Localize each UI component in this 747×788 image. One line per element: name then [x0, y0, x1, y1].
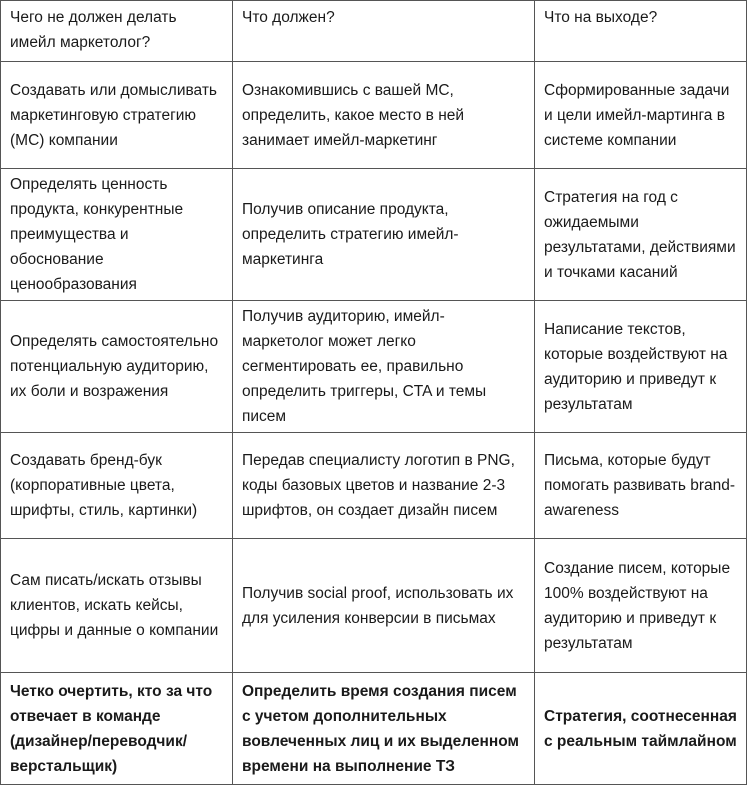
- header-cell-output: Что на выходе?: [535, 1, 747, 62]
- table-cell: Сам писать/искать отзывы клиентов, искать кейсы, цифры и данные о компании: [1, 539, 233, 673]
- table-cell: Письма, которые будут помогать развивать brand-awareness: [535, 433, 747, 539]
- table-cell: Определять самостоятельно потенциальную аудиторию, их боли и возражения: [1, 301, 233, 433]
- header-cell-should: Что должен?: [233, 1, 535, 62]
- table-cell: Создавать бренд-бук (корпоративные цвета, шрифты, стиль, картинки): [1, 433, 233, 539]
- header-row: [1, 1, 747, 62]
- table-cell: Написание текстов, которые воздействуют на аудиторию и приведут к результатам: [535, 301, 747, 433]
- table-cell: Определять ценность продукта, конкурентные преимущества и обоснование ценообразования: [1, 169, 233, 301]
- header-cell-should-not: Чего не должен делать имейл маркетолог?: [1, 1, 233, 62]
- table-cell: Ознакомившись с вашей МС, определить, какое место в ней занимает имейл-маркетинг: [233, 62, 535, 169]
- table-cell: Получив social proof, использовать их для усиления конверсии в письмах: [233, 539, 535, 673]
- table-cell: Определить время создания писем с учетом дополнительных вовлеченных лиц и их выделенном времени на выполнение ТЗ: [233, 673, 535, 785]
- table-cell: Стратегия, соотнесенная с реальным таймлайном: [535, 673, 747, 785]
- table-row: [1, 433, 747, 539]
- table-row: [1, 301, 747, 433]
- table-cell: Получив аудиторию, имейл-маркетолог может легко сегментировать ее, правильно определить триггеры, CTA и темы писем: [233, 301, 535, 433]
- table-cell: Передав специалисту логотип в PNG, коды базовых цветов и название 2-3 шрифтов, он создает дизайн писем: [233, 433, 535, 539]
- table-row: [1, 62, 747, 169]
- table-cell: Создавать или домысливать маркетинговую стратегию (МС) компании: [1, 62, 233, 169]
- table-cell: Четко очертить, кто за что отвечает в команде (дизайнер/переводчик/верстальщик): [1, 673, 233, 785]
- table-row: [1, 539, 747, 673]
- table-cell: Получив описание продукта, определить стратегию имейл-маркетинга: [233, 169, 535, 301]
- table-cell: Сформированные задачи и цели имейл-мартинга в системе компании: [535, 62, 747, 169]
- table-cell: Стратегия на год с ожидаемыми результатами, действиями и точками касаний: [535, 169, 747, 301]
- table-cell: Создание писем, которые 100% воздействуют на аудиторию и приведут к результатам: [535, 539, 747, 673]
- table-row: [1, 673, 747, 785]
- table-row: [1, 169, 747, 301]
